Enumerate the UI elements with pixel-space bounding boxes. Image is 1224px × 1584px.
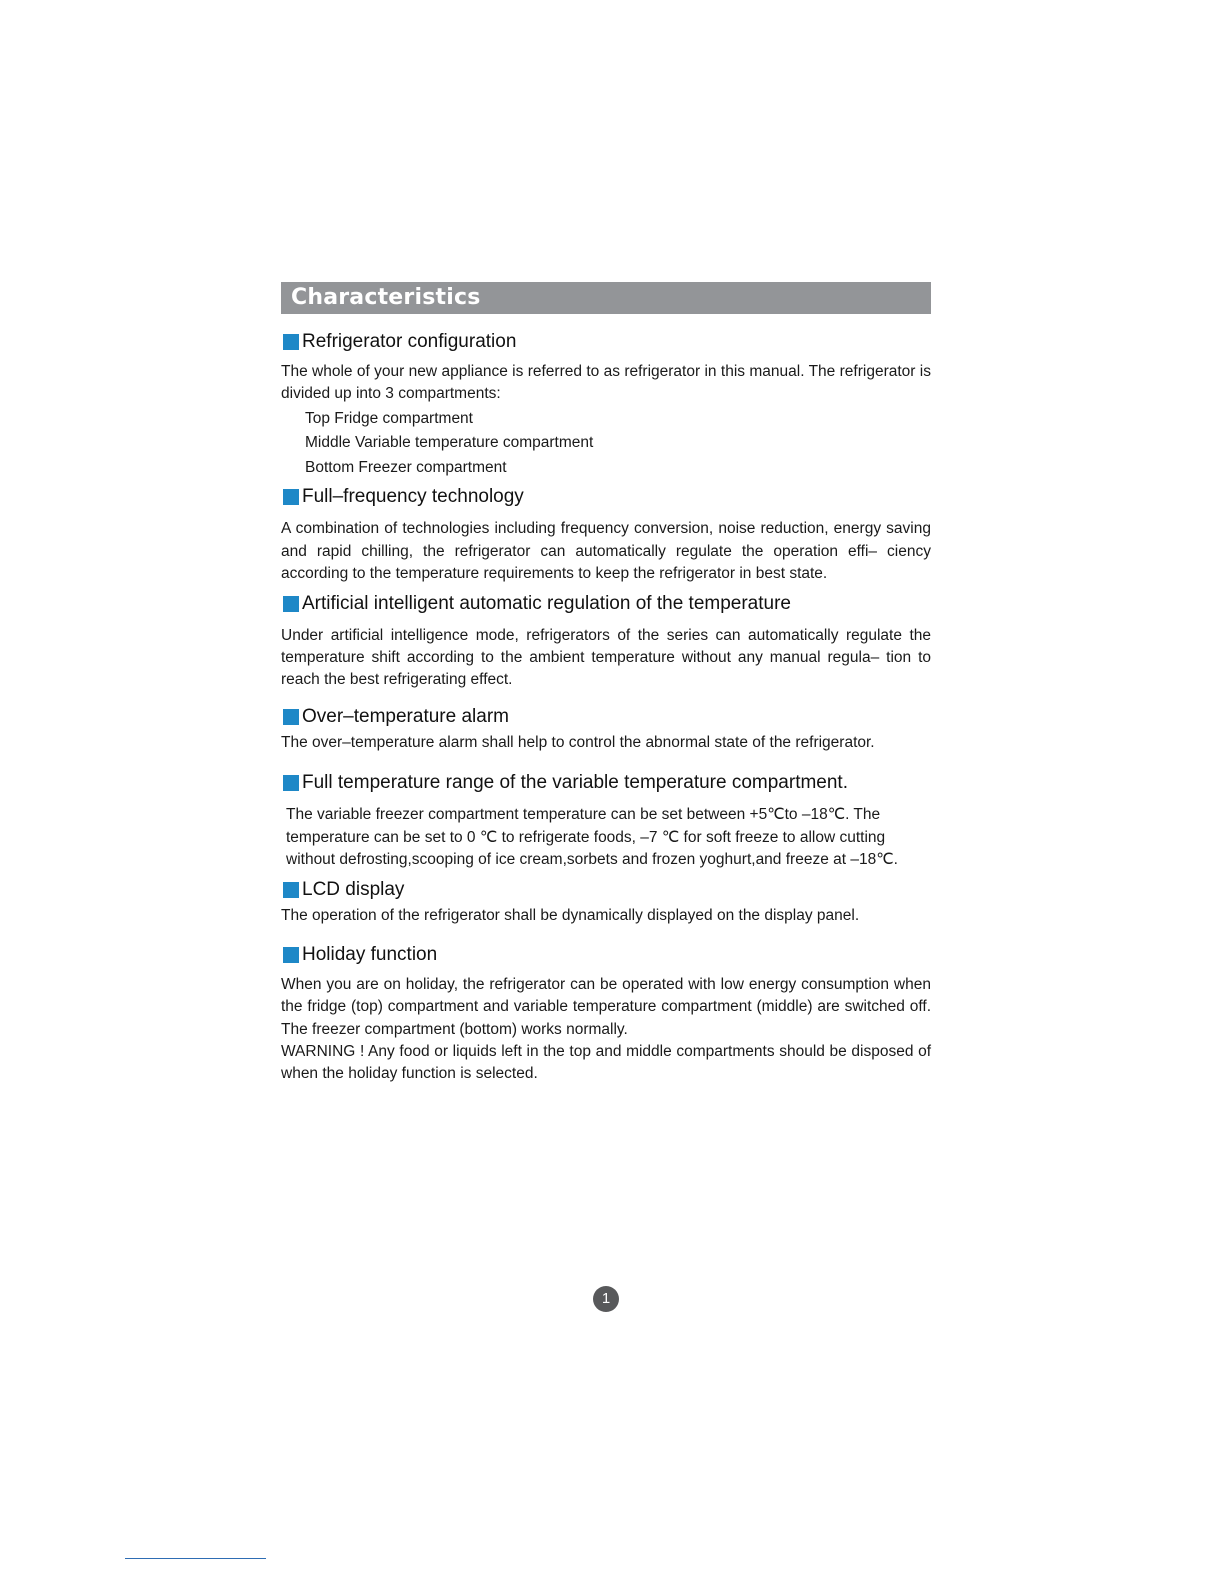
document-body — [281, 282, 931, 1086]
section-heading — [281, 591, 931, 617]
list-item: Bottom Freezer compartment — [305, 458, 507, 476]
bullet-square-icon — [283, 775, 299, 791]
section-lcd-display — [281, 877, 931, 927]
list-item: Middle Variable temperature compartment — [305, 434, 594, 452]
section-full-frequency-technology — [281, 484, 931, 585]
section-paragraph: Under artificial intelligence mode, refrigerators of the series can automatically regulate the temperature shift according to the ambient temperature without any manual regula– tion to reach the best refrigerating effect. — [281, 626, 931, 689]
section-paragraph: When you are on holiday, the refrigerator can be operated with low energy consumption when the fridge (top) compartment and variable temperature compartment (middle) are switched off. The freezer compartment (bottom) works normally. — [281, 975, 931, 1038]
section-heading — [281, 329, 931, 355]
section-heading-text: Over–temperature alarm — [302, 705, 509, 727]
compartment-list — [281, 407, 931, 481]
bullet-square-icon — [283, 709, 299, 725]
bullet-square-icon — [283, 489, 299, 505]
section-paragraph: The whole of your new appliance is referred to as refrigerator in this manual. The refrigerator is divided up into 3 compartments: — [281, 363, 931, 403]
page-title: Characteristics — [281, 282, 931, 314]
section-heading-text: Full temperature range of the variable temperature compartment. — [302, 772, 848, 794]
warning-paragraph: WARNING ! Any food or liquids left in the top and middle compartments should be disposed of when the holiday function is selected. — [281, 1043, 931, 1083]
section-paragraph: The over–temperature alarm shall help to control the abnormal state of the refrigerator. — [281, 733, 875, 751]
section-paragraph: The variable freezer compartment temperature can be set between +5℃to –18℃. The temperature can be set to 0 ℃ to refrigerate foods, –7 ℃ for soft freeze to allow cutting without defrosting,scooping of ice cream,sorbets and frozen yoghurt,and freeze at –18℃. — [286, 806, 898, 868]
section-refrigerator-configuration — [281, 329, 931, 480]
section-heading-text: Refrigerator configuration — [302, 331, 517, 352]
section-ai-temperature-regulation — [281, 591, 931, 692]
bullet-square-icon — [283, 334, 299, 350]
section-heading — [281, 484, 931, 510]
bullet-square-icon — [283, 882, 299, 898]
section-paragraph: The operation of the refrigerator shall be dynamically displayed on the display panel. — [281, 907, 860, 925]
section-heading — [281, 942, 931, 968]
section-heading-text: LCD display — [302, 879, 405, 901]
section-full-temperature-range — [281, 770, 931, 871]
section-heading-text: Holiday function — [302, 943, 438, 965]
list-item: Top Fridge compartment — [305, 409, 473, 427]
section-heading-text: Full–frequency technology — [302, 486, 524, 508]
section-heading-text: Artificial intelligent automatic regulation of the temperature — [302, 592, 791, 614]
section-heading — [281, 770, 931, 796]
section-heading — [281, 704, 931, 730]
section-heading — [281, 877, 931, 903]
section-holiday-function — [281, 942, 931, 1086]
page-number-badge: 1 — [593, 1286, 619, 1312]
footer-rule — [125, 1558, 266, 1559]
section-over-temperature-alarm — [281, 704, 931, 754]
section-paragraph: A combination of technologies including frequency conversion, noise reduction, energy saving and rapid chilling, the refrigerator can automatically regulate the operation effi– ciency according to the temperature requirements to keep the refrigerator in best state. — [281, 520, 931, 583]
bullet-square-icon — [283, 947, 299, 963]
bullet-square-icon — [283, 596, 299, 612]
